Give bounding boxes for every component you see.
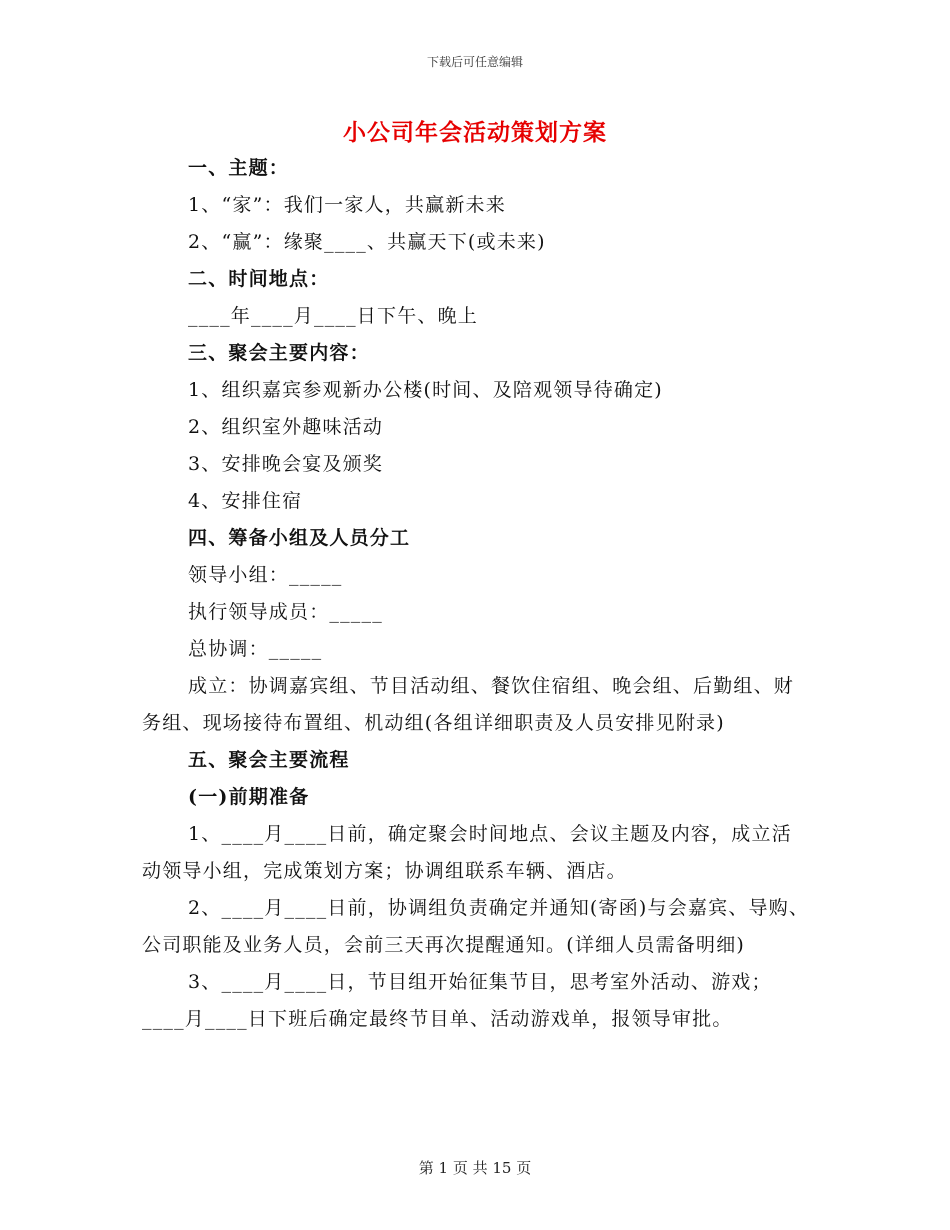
time-place-line: ____年____月____日下午、晚上 xyxy=(188,305,479,327)
team-coordinator: 总协调：_____ xyxy=(188,638,323,660)
theme-item-1: 1、“家”：我们一家人，共赢新未来 xyxy=(188,194,506,216)
section-heading-team: 四、筹备小组及人员分工 xyxy=(188,527,411,549)
section-heading-content: 三、聚会主要内容： xyxy=(188,342,370,364)
section-heading-time-place: 二、时间地点： xyxy=(188,268,330,290)
preparation-step-1: 1、____月____日前，确定聚会时间地点、会议主题及内容，成立活动领导小组，完成策划方案；协调组联系车辆、酒店。 xyxy=(142,823,792,882)
team-groups-paragraph: 成立：协调嘉宾组、节目活动组、餐饮住宿组、晚会组、后勤组、财务组、现场接待布置组、机动组(各组详细职责及人员安排见附录) xyxy=(142,675,795,734)
theme-item-2: 2、“赢”：缘聚____、共赢天下(或未来) xyxy=(188,231,546,253)
section-heading-process: 五、聚会主要流程 xyxy=(188,749,350,771)
document-body xyxy=(142,150,810,1038)
page-header-note: 下载后可任意编辑 xyxy=(426,55,523,69)
content-item-4: 4、安排住宿 xyxy=(188,490,303,512)
preparation-step-3: 3、____月____日，节目组开始征集节目，思考室外活动、游戏；____月____日下班后确定最终节目单、活动游戏单，报领导审批。 xyxy=(142,971,772,1030)
document-title: 小公司年会活动策划方案 xyxy=(343,119,607,146)
team-leader-group: 领导小组：_____ xyxy=(188,564,343,586)
page-number-footer: 第 1 页 共 15 页 xyxy=(418,1159,532,1177)
section-heading-theme: 一、主题： xyxy=(188,157,290,179)
content-item-3: 3、安排晚会宴及颁奖 xyxy=(188,453,384,475)
content-item-1: 1、组织嘉宾参观新办公楼(时间、及陪观领导待确定) xyxy=(188,379,663,401)
preparation-step-2: 2、____月____日前，协调组负责确定并通知(寄函)与会嘉宾、导购、公司职能及业务人员，会前三天再次提醒通知。(详细人员需备明细) xyxy=(142,897,810,956)
subsection-heading-preparation: (一)前期准备 xyxy=(188,786,310,808)
content-item-2: 2、组织室外趣味活动 xyxy=(188,416,384,438)
team-executive-members: 执行领导成员：_____ xyxy=(188,601,383,623)
